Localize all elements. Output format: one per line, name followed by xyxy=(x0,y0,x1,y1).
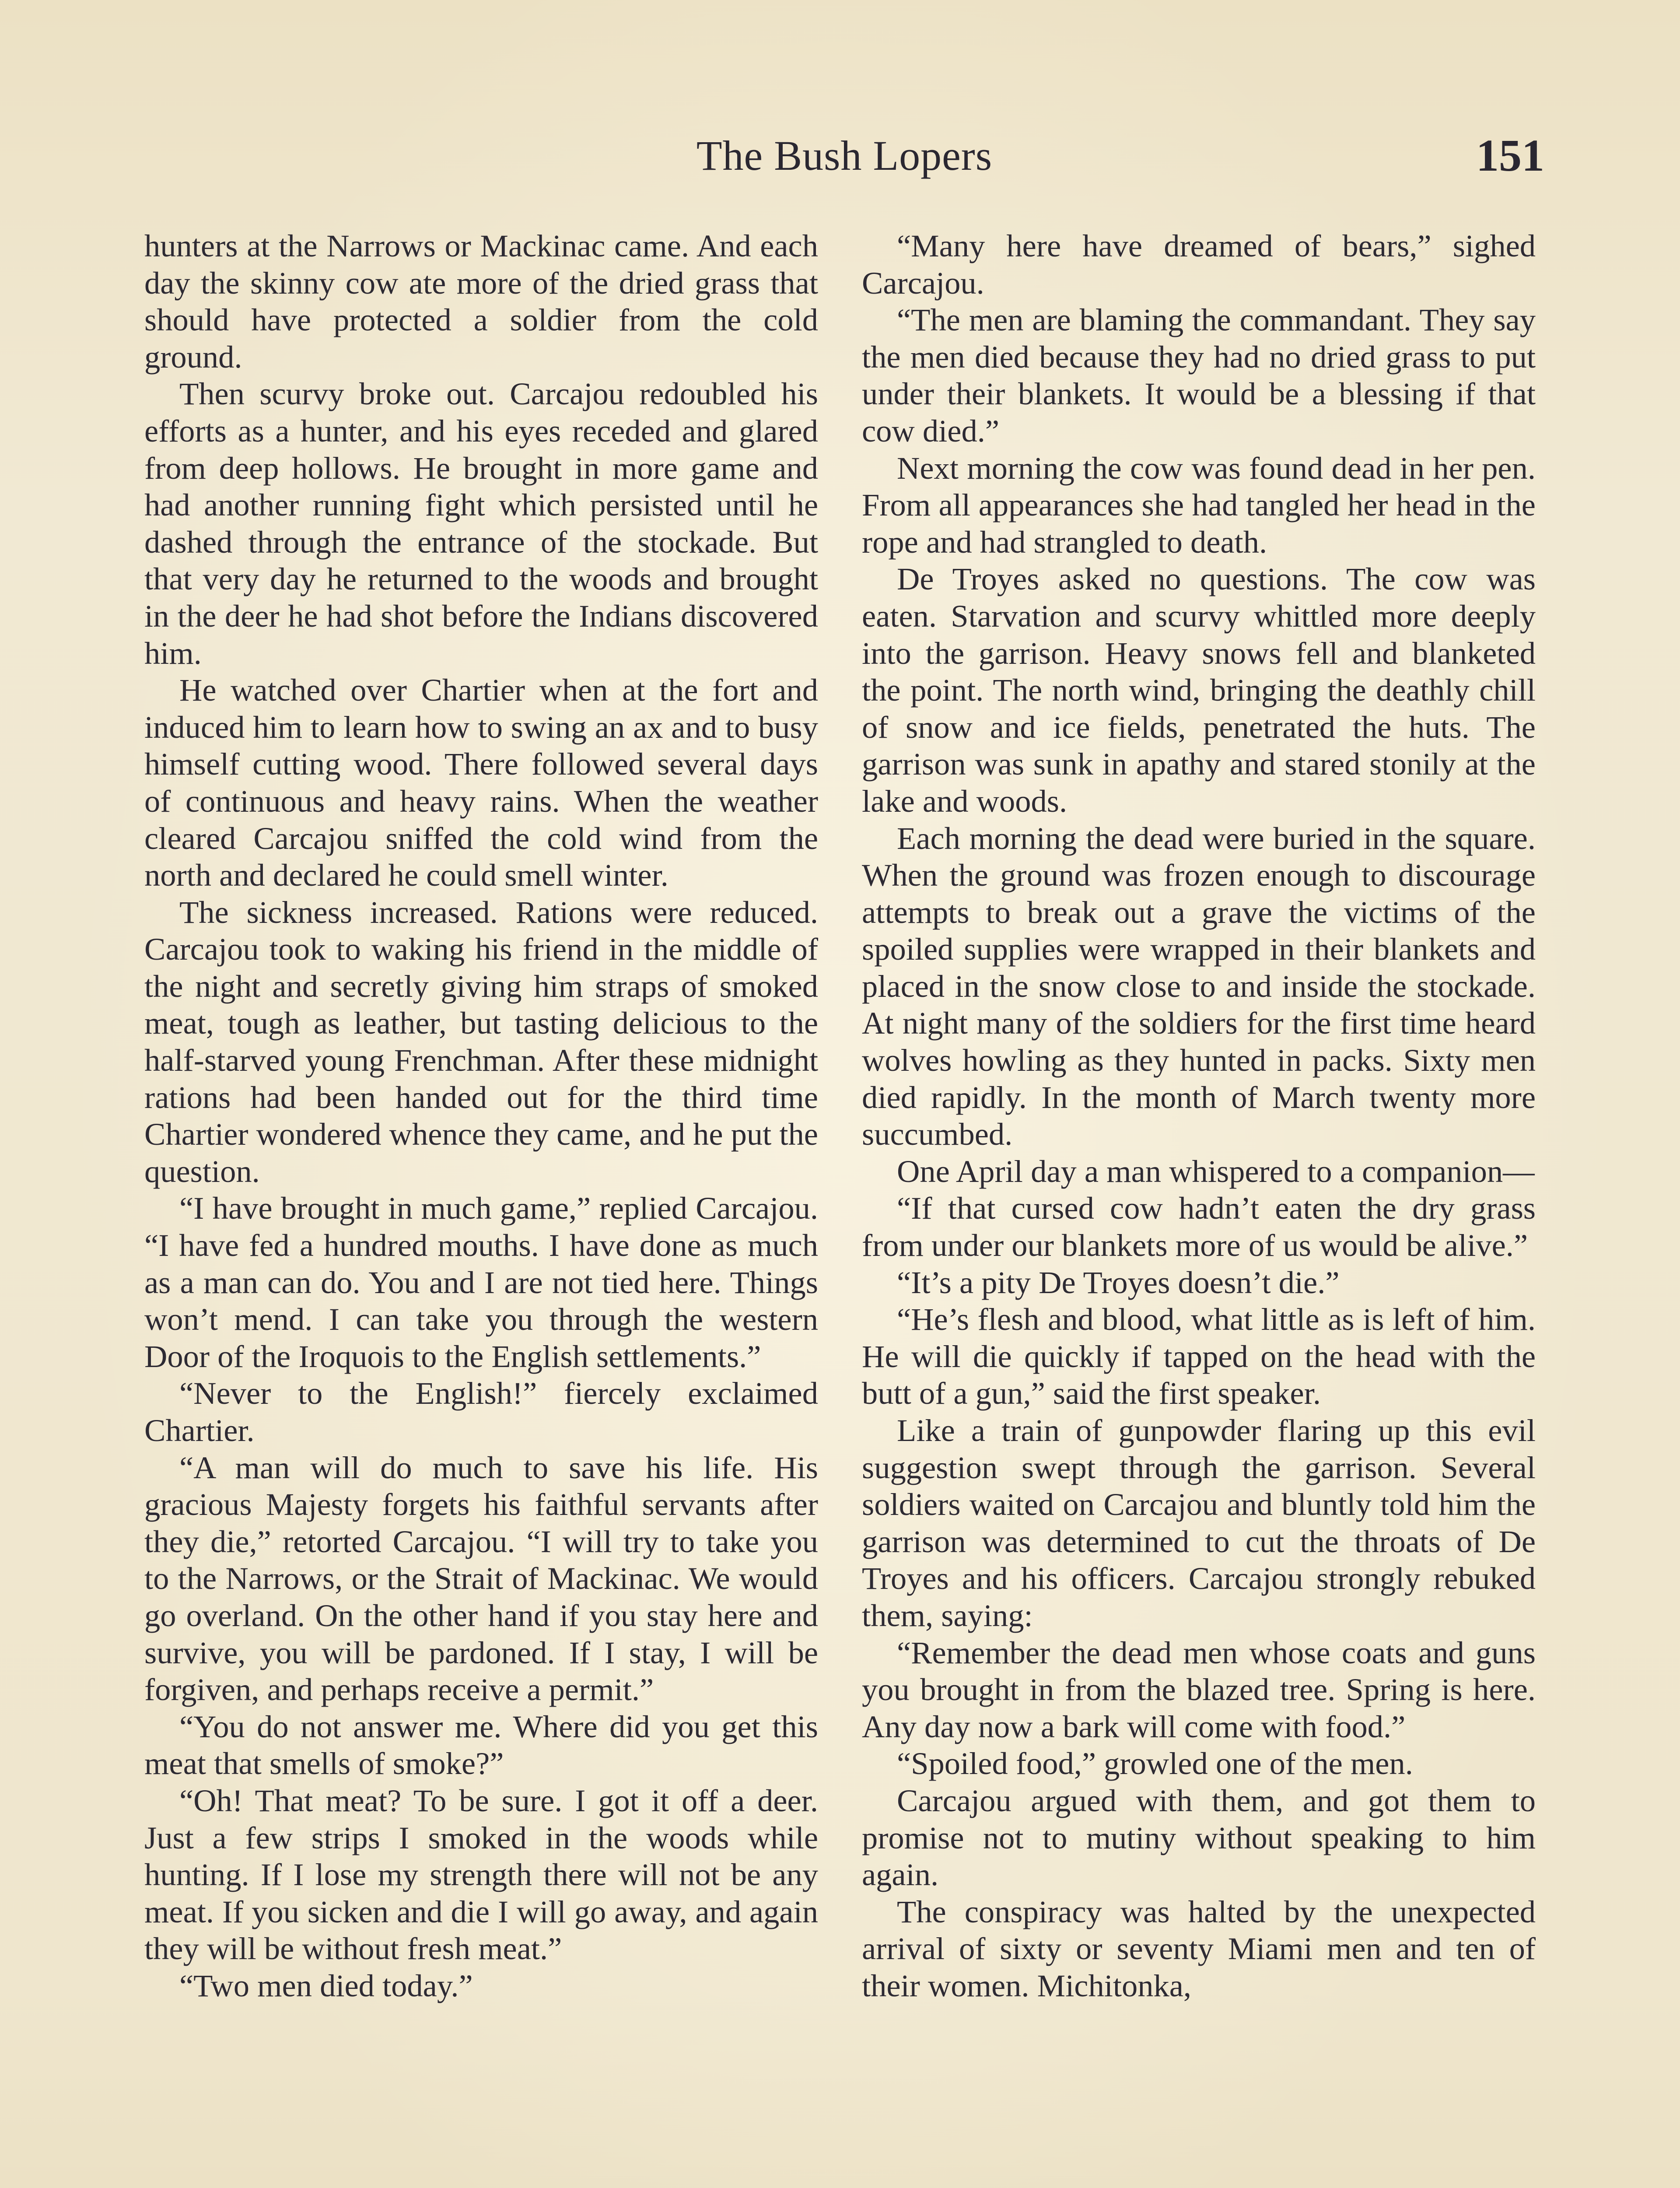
left-column xyxy=(144,228,818,2005)
paragraph: Carcajou argued with them, and got them to promise not to mutiny without speaking to him again. xyxy=(862,1782,1536,1893)
paragraph: “I have brought in much game,” replied Carcajou. “I have fed a hundred mouths. I have done as much as a man can do. You and I are not tied here. Things won’t mend. I can take you through the western Door of the Iroquois to the English settlements.” xyxy=(144,1190,818,1374)
paragraph: Then scurvy broke out. Carcajou redoubled his efforts as a hunter, and his eyes receded and glared from deep hollows. He brought in more game and had another running fight which persisted until he dashed through the entrance of the stockade. But that very day he returned to the woods and brought in the deer he had shot before the Indians discovered him. xyxy=(144,376,818,671)
paragraph: De Troyes asked no questions. The cow was eaten. Starvation and scurvy whittled more deeply into the garrison. Heavy snows fell and blanketed the point. The north wind, bringing the deathly chill of snow and ice fields, penetrated the huts. The garrison was sunk in apathy and stared stonily at the lake and woods. xyxy=(862,561,1536,819)
paragraph: “Spoiled food,” growled one of the men. xyxy=(897,1746,1413,1781)
paragraph: He watched over Chartier when at the fort and induced him to learn how to swing an ax and to busy himself cutting wood. There followed several days of continuous and heavy rains. When the weather cleared Carcajou sniffed the cold wind from the north and declared he could smell winter. xyxy=(144,672,818,893)
paragraph: “He’s flesh and blood, what little as is left of him. He will die quickly if tapped on the head with the butt of a gun,” said the first speaker. xyxy=(862,1301,1536,1411)
paragraph: “Never to the English!” fiercely exclaimed Chartier. xyxy=(144,1375,818,1448)
paragraph: “Oh! That meat? To be sure. I got it off a deer. Just a few strips I smoked in the woods while hunting. If I lose my strength there will not be any meat. If you sicken and die I will go away, and again they will be without fresh meat.” xyxy=(144,1782,818,1967)
paragraph: “You do not answer me. Where did you get this meat that smells of smoke?” xyxy=(144,1708,818,1781)
paragraph: Like a train of gunpowder flaring up this evil suggestion swept through the garrison. Several soldiers waited on Carcajou and bluntly told him the garrison was determined to cut the throats of De Troyes and his officers. Carcajou strongly rebuked them, saying: xyxy=(862,1413,1536,1633)
paragraph: “A man will do much to save his life. His gracious Majesty forgets his faithful servants after they die,” retorted Carcajou. “I will try to take you to the Narrows, or the Strait of Mackinac. We would go overland. On the other hand if you stay here and survive, you will be pardoned. If I stay, I will be forgiven, and perhaps receive a permit.” xyxy=(144,1449,818,1708)
paragraph: Next morning the cow was found dead in her pen. From all appearances she had tangled her head in the rope and had strangled to death. xyxy=(862,450,1536,560)
paragraph: One April day a man whispered to a companion— xyxy=(897,1153,1535,1189)
running-title: The Bush Lopers xyxy=(696,132,993,179)
paragraph: “Two men died today.” xyxy=(179,1967,473,2003)
paragraph: The sickness increased. Rations were reduced. Carcajou took to waking his friend in the middle of the night and secretly giving him straps of smoked meat, tough as leather, but tasting delicious to the half-starved young Frenchman. After these midnight rations had been handed out for the third time Chartier wondered whence they came, and he put the question. xyxy=(144,894,818,1189)
paragraph: “If that cursed cow hadn’t eaten the dry grass from under our blankets more of us would be alive.” xyxy=(862,1190,1536,1263)
paragraph: The conspiracy was halted by the unexpected arrival of sixty or seventy Miami men and ten of their women. Michitonka, xyxy=(862,1893,1536,2003)
paragraph: hunters at the Narrows or Mackinac came. And each day the skinny cow ate more of the dried grass that should have protected a soldier from the cold ground. xyxy=(144,228,818,375)
paragraph: “Remember the dead men whose coats and guns you brought in from the blazed tree. Spring is here. Any day now a bark will come with food.” xyxy=(862,1634,1536,1744)
right-column xyxy=(862,228,1536,2005)
paragraph: “It’s a pity De Troyes doesn’t die.” xyxy=(897,1264,1340,1300)
paragraph: “The men are blaming the commandant. They say the men died because they had no dried grass to put under their blankets. It would be a blessing if that cow died.” xyxy=(862,302,1536,449)
paragraph: “Many here have dreamed of bears,” sighed Carcajou. xyxy=(862,228,1536,301)
page-number: 151 xyxy=(1476,130,1544,181)
running-header xyxy=(144,131,1544,188)
paragraph: Each morning the dead were buried in the square. When the ground was frozen enough to discourage attempts to break out a grave the victims of the spoiled supplies were wrapped in their blankets and placed in the snow close to and inside the stockade. At night many of the soldiers for the first time heard wolves howling as they hunted in packs. Sixty men died rapidly. In the month of March twenty more succumbed. xyxy=(862,820,1536,1152)
